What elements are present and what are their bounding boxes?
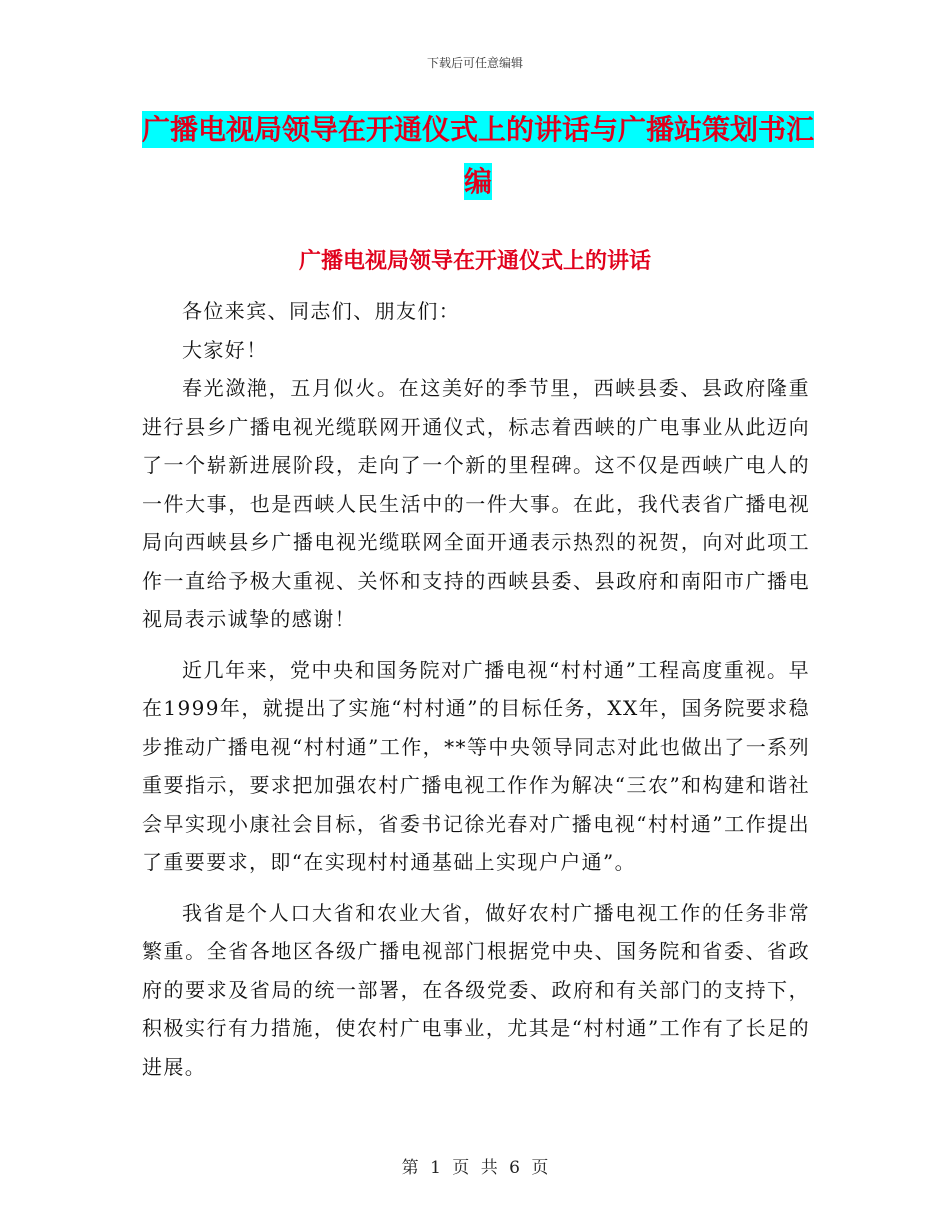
document-body bbox=[142, 292, 810, 1086]
paragraph-salutation: 各位来宾、同志们、朋友们： bbox=[182, 299, 461, 323]
paragraph-opening: 春光潋滟，五月似火。在这美好的季节里，西峡县委、县政府隆重进行县乡广播电视光缆联网开通仪式，标志着西峡的广电事业从此迈向了一个崭新进展阶段，走向了一个新的里程碑。这不仅是西峡广电人的一件大事，也是西峡人民生活中的一件大事。在此，我代表省广播电视局向西峡县乡广播电视光缆联网全面开通表示热烈的祝贺，向对此项工作一直给予极大重视、关怀和支持的西峡县委、县政府和南阳市广播电视局表示诚挚的感谢！ bbox=[142, 376, 810, 631]
header-note: 下载后可任意编辑 bbox=[426, 56, 523, 70]
paragraph-greeting: 大家好！ bbox=[182, 337, 268, 362]
paragraph-province: 我省是个人口大省和农业大省，做好农村广播电视工作的任务非常繁重。全省各地区各级广播电视部门根据党中央、国务院和省委、省政府的要求及省局的统一部署，在各级党委、政府和有关部门的支持下，积极实行有力措施，使农村广电事业，尤其是“村村通”工作有了长足的进展。 bbox=[142, 900, 810, 1079]
page-footer: 第 1 页 共 6 页 bbox=[401, 1158, 549, 1178]
document-title bbox=[140, 104, 816, 208]
paragraph-background: 近几年来，党中央和国务院对广播电视“村村通”工程高度重视。早在1999年，就提出了实施“村村通”的目标任务，XX年，国务院要求稳步推动广播电视“村村通”工作，**等中央领导同志对此也做出了一系列重要指示，要求把加强农村广播电视工作作为解决“三农”和构建和谐社会早实现小康社会目标，省委书记徐光春对广播电视“村村通”工作提出了重要要求，即“在实现村村通基础上实现户户通”。 bbox=[142, 657, 810, 874]
document-title-text: 广播电视局领导在开通仪式上的讲话与广播站策划书汇编 bbox=[141, 113, 814, 198]
section-title: 广播电视局领导在开通仪式上的讲话 bbox=[298, 249, 651, 274]
